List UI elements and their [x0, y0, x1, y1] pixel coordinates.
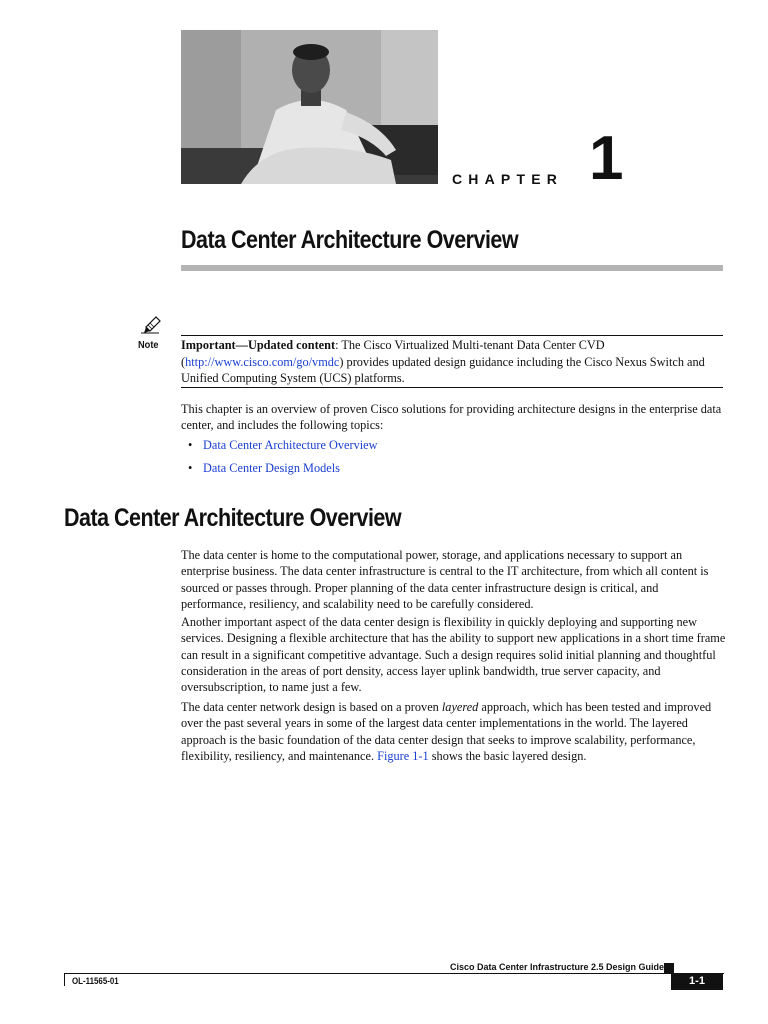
section-paragraph-1: The data center is home to the computational power, storage, and applications necessary to support an enterprise business. The data center infrastructure is central to the IT architecture, from which all content is sourced or passes through. Proper planning of the data center infrastructure design is critical, and performance, resiliency, and scalability need to be carefully considered.: [181, 548, 709, 611]
p3-text-b: approach, which has been tested and improved over the past several years in some of the largest data center implementations in the world. The layered approach is the basic foundation of the data center design that seeks to improve scalability, performance, flexibility, resiliency, and maintenance.: [181, 700, 712, 763]
note-label: Note: [138, 339, 159, 351]
chapter-photo: [181, 30, 438, 184]
note-rule-top: [181, 335, 723, 336]
p3-emphasis: layered: [441, 700, 479, 714]
note-bold-lead: Important—Updated content: [181, 338, 336, 352]
bullet-icon: •: [188, 438, 193, 452]
section-paragraph-3: [181, 699, 726, 764]
footer-marker: [664, 963, 674, 973]
page-number-badge: 1-1: [671, 973, 723, 990]
topic-item: [188, 437, 377, 460]
topic-list: [188, 437, 377, 483]
figure-1-1-link[interactable]: Figure 1-1: [377, 748, 429, 763]
title-rule: [181, 265, 723, 271]
note-text-2: ) provides updated design guidance including the Cisco Nexus Switch and Unified Computing System (UCS) platforms.: [181, 354, 705, 385]
note-text: [181, 337, 726, 387]
section-paragraph-2: Another important aspect of the data center design is flexibility in quickly deploying and supporting new services. Designing a flexible architecture that has the ability to support new applications in a short time frame can result in a significant competitive advantage. Such a design requires solid initial planning and thoughtful consideration in the areas of port density, access layer uplink bandwidth, true server capacity, and oversubscription, to name just a few.: [181, 615, 726, 695]
intro-paragraph: This chapter is an overview of proven Cisco solutions for providing architecture designs in the enterprise data center, and includes the following topics:: [181, 402, 722, 433]
chapter-label: CHAPTER: [452, 171, 564, 187]
bullet-icon: •: [188, 461, 193, 475]
vmdc-link[interactable]: http://www.cisco.com/go/vmdc: [185, 354, 340, 369]
footer-rule: [64, 973, 724, 974]
chapter-title: Data Center Architecture Overview: [181, 226, 519, 254]
note-rule-bottom: [181, 387, 723, 388]
footer-doc-number: OL-11565-01: [72, 976, 119, 986]
p3-text-c: shows the basic layered design.: [428, 748, 587, 763]
topic-item: [188, 460, 377, 483]
p3-text-a: The data center network design is based on a proven: [181, 700, 442, 714]
topic-link-architecture-overview[interactable]: Data Center Architecture Overview: [203, 438, 378, 452]
footer-guide-title: Cisco Data Center Infrastructure 2.5 Design Guide: [450, 962, 665, 972]
chapter-number: 1: [589, 124, 624, 193]
note-text-1: : The Cisco Virtualized Multi-tenant Data Center CVD (: [181, 338, 605, 369]
topic-link-design-models[interactable]: Data Center Design Models: [203, 461, 340, 475]
section-heading: Data Center Architecture Overview: [64, 504, 402, 532]
footer-tick: [64, 973, 65, 986]
pencil-note-icon: [137, 314, 163, 336]
